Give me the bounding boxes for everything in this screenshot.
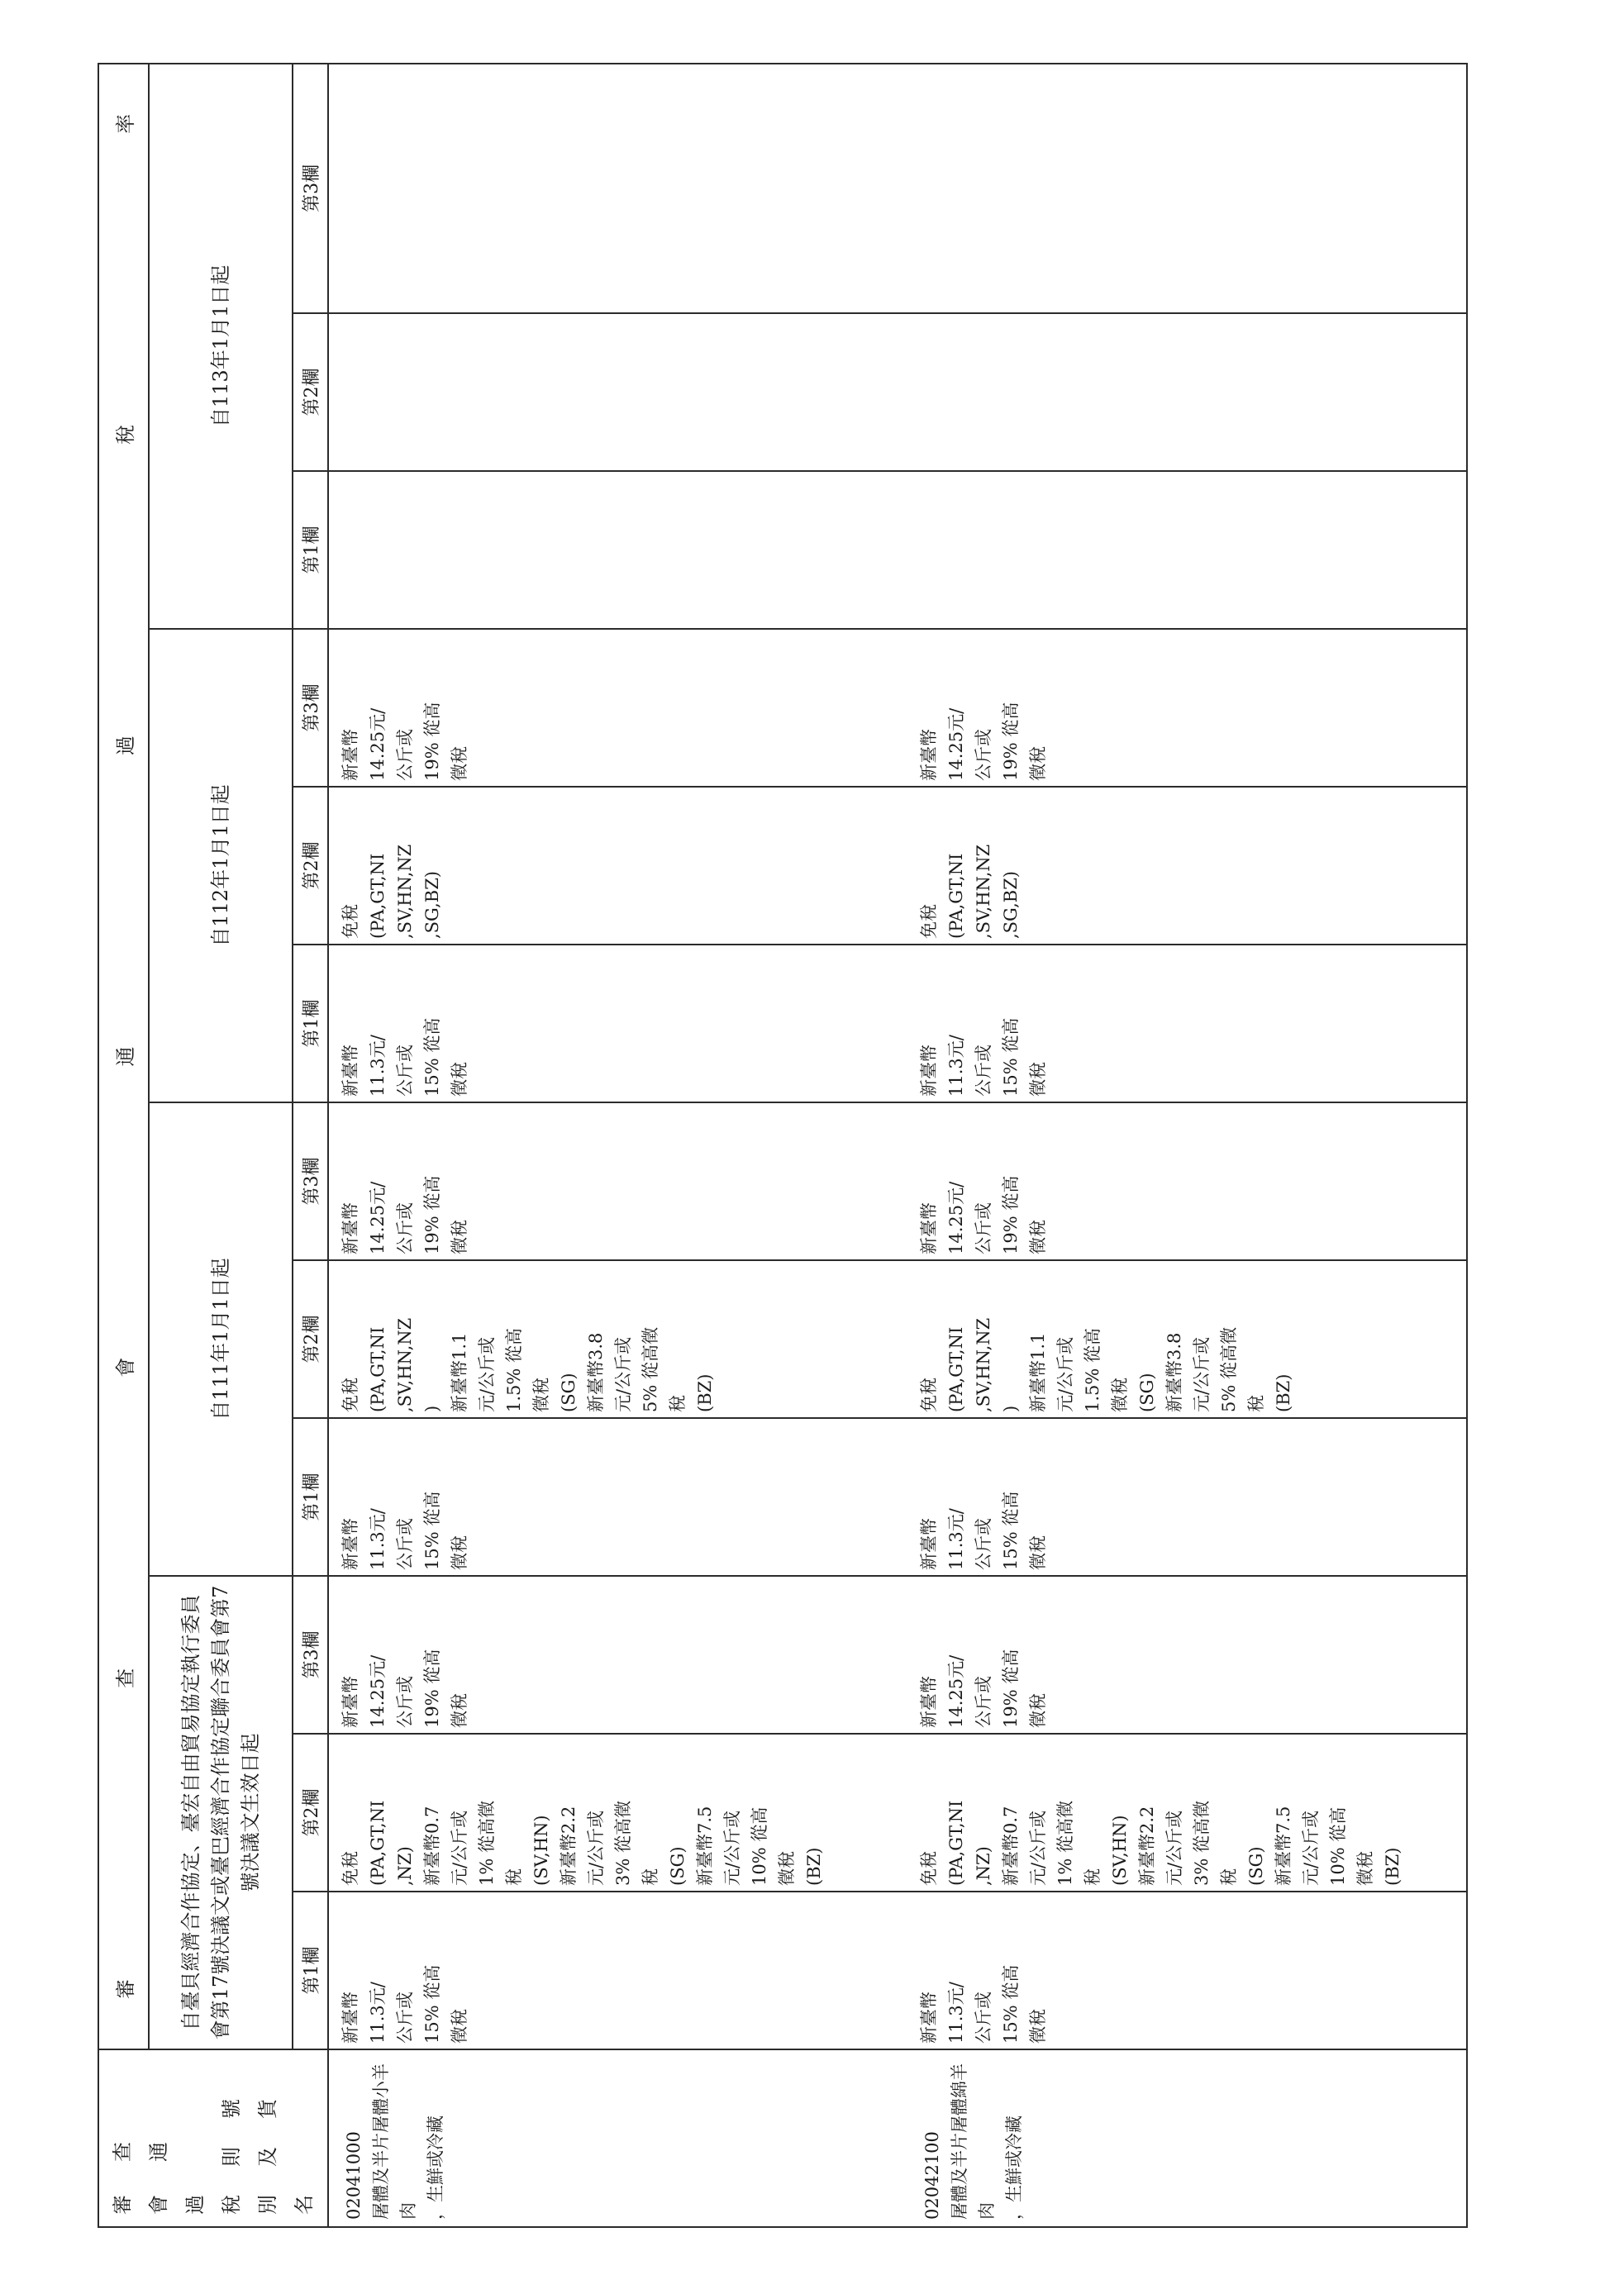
rate-line: ,SV,HN,NZ <box>395 844 415 939</box>
super-header-char: 稅 <box>113 425 137 445</box>
rate-line: 19% 從高 <box>1001 1649 1021 1728</box>
period-header-111: 自111年1月1日起 <box>149 1102 293 1576</box>
goods-entry <box>337 2057 450 2220</box>
rate-line: (SG) <box>668 1846 688 1886</box>
rate-line: (PA,GT,NI <box>368 1326 388 1412</box>
rate-line: 10% 從高 <box>1328 1806 1348 1886</box>
rate-line: 15% 從高 <box>1001 1491 1021 1570</box>
rate-line: ,NZ) <box>974 1846 993 1886</box>
rate-line: 19% 從高 <box>422 1175 442 1254</box>
rate-line: 新臺幣 <box>341 1992 360 2044</box>
rate-line: 19% 從高 <box>422 702 442 781</box>
rate-text <box>916 702 1052 781</box>
rate-text <box>337 1801 828 1886</box>
rate-line: (BZ) <box>695 1373 715 1412</box>
rate-text <box>337 1318 719 1412</box>
rate-line: 公斤或 <box>395 1518 415 1570</box>
rate-line: 公斤或 <box>395 1202 415 1254</box>
rate-line: 新臺幣 <box>341 729 360 781</box>
rate-line: 新臺幣1.1 <box>1028 1332 1048 1412</box>
rate-line: ,SV,HN,NZ <box>974 1317 993 1412</box>
rate-line: 15% 從高 <box>422 1964 442 2044</box>
rate-line: 15% 從高 <box>422 1491 442 1570</box>
rate-line: 公斤或 <box>974 729 993 781</box>
rate-line: 15% 從高 <box>422 1017 442 1097</box>
col1-header: 第1欄 <box>293 471 328 629</box>
rate-cell-p4-col2 <box>328 313 1467 471</box>
rate-cell-p1-col3 <box>328 1576 1467 1734</box>
rate-line: 10% 從高 <box>750 1806 769 1886</box>
rate-line: 新臺幣 <box>341 1202 360 1254</box>
rate-line: 新臺幣2.2 <box>559 1806 579 1886</box>
col2-header: 第2欄 <box>293 1734 328 1892</box>
rate-text <box>337 1492 474 1570</box>
rate-cell-p3-col2 <box>328 787 1467 945</box>
rate-line: 新臺幣 <box>341 1045 360 1097</box>
rate-line: 公斤或 <box>395 729 415 781</box>
rate-line: (SG) <box>1246 1846 1266 1886</box>
col2-header: 第2欄 <box>293 787 328 945</box>
rate-line: 元/公斤或 <box>722 1810 742 1886</box>
rate-cell-p3-col3 <box>328 629 1467 787</box>
rate-line: 公斤或 <box>395 1045 415 1097</box>
rate-line: 徵稅 <box>450 746 469 781</box>
rate-line: ,SV,HN,NZ <box>395 1317 415 1412</box>
tariff-code: 02041000 <box>344 2131 364 2220</box>
rate-line: 徵稅 <box>777 1851 797 1886</box>
rate-line: 14.25元/ <box>368 707 388 781</box>
rate-line: 公斤或 <box>974 1518 993 1570</box>
rate-line: 新臺幣7.5 <box>695 1806 715 1886</box>
rate-line: 免稅 <box>341 1378 360 1412</box>
rate-line: 稅 <box>668 1395 688 1412</box>
rate-line: 徵稅 <box>1028 746 1048 781</box>
rate-cell-p1-col2 <box>328 1734 1467 1892</box>
rate-line: 元/公斤或 <box>586 1810 606 1886</box>
rate-line: 新臺幣1.1 <box>450 1332 469 1412</box>
rate-line: 免稅 <box>919 1378 939 1412</box>
rate-line: 3% 從高徵 <box>1192 1801 1212 1886</box>
rate-text <box>916 1801 1407 1886</box>
rate-line: ) <box>422 1405 442 1412</box>
rate-line: 免稅 <box>919 904 939 939</box>
rate-line: 元/公斤或 <box>613 1336 633 1412</box>
rate-line: 新臺幣0.7 <box>1001 1806 1021 1886</box>
rate-line: 14.25元/ <box>368 1181 388 1254</box>
goods-description: 屠體及半片屠體綿羊肉 <box>950 2063 997 2220</box>
rate-text <box>337 702 474 781</box>
rate-line: 稅 <box>1246 1395 1266 1412</box>
rate-line: 新臺幣 <box>919 1992 939 2044</box>
period-header-113: 自113年1月1日起 <box>149 64 293 629</box>
rate-line: 元/公斤或 <box>1055 1336 1075 1412</box>
rate-text <box>916 1018 1052 1097</box>
rate-line: (SV,HN) <box>531 1815 551 1886</box>
rate-line: 新臺幣2.2 <box>1137 1806 1157 1886</box>
rate-line: (PA,GT,NI <box>946 1326 966 1412</box>
rate-line: 新臺幣 <box>341 1518 360 1570</box>
tariff-table <box>98 63 1468 2228</box>
goods-description: ，生鮮或冷藏 <box>1004 2116 1024 2220</box>
rate-line: 公斤或 <box>974 1202 993 1254</box>
rate-line: 新臺幣3.8 <box>1164 1332 1184 1412</box>
rate-text <box>337 1018 474 1097</box>
col3-header: 第3欄 <box>293 1576 328 1734</box>
rate-line: 11.3元/ <box>368 1508 388 1570</box>
rate-line: 1% 從高徵 <box>1055 1801 1075 1886</box>
rate-line: (BZ) <box>1383 1847 1403 1886</box>
goods-entry <box>916 2057 1028 2220</box>
goods-description: 屠體及半片屠體小羊肉 <box>371 2063 418 2220</box>
rate-line: 14.25元/ <box>946 707 966 781</box>
rate-line: 新臺幣 <box>919 1202 939 1254</box>
rate-line: (SG) <box>1137 1373 1157 1412</box>
rate-cell-p2-col2 <box>328 1260 1467 1418</box>
rate-line: 新臺幣 <box>919 1676 939 1728</box>
rate-line: 11.3元/ <box>368 1982 388 2044</box>
rate-line: 15% 從高 <box>1001 1017 1021 1097</box>
period-header-112: 自112年1月1日起 <box>149 629 293 1102</box>
rate-line: 1.5% 從高 <box>1083 1327 1103 1412</box>
goods-name-header-line1: 審查會通過 <box>111 2109 207 2215</box>
rate-line: 徵稅 <box>1028 1062 1048 1097</box>
rate-line: 稅 <box>641 1868 660 1886</box>
rate-text <box>916 1176 1052 1254</box>
col2-header: 第2欄 <box>293 1260 328 1418</box>
rate-line: 徵稅 <box>450 1062 469 1097</box>
rate-line: 徵稅 <box>1028 1535 1048 1570</box>
rate-text <box>916 1965 1052 2044</box>
rate-line: 19% 從高 <box>422 1649 442 1728</box>
rate-line: 徵稅 <box>1028 2009 1048 2044</box>
col1-header: 第1欄 <box>293 945 328 1102</box>
rate-line: 新臺幣0.7 <box>422 1806 442 1886</box>
rate-text <box>916 1318 1298 1412</box>
rate-line: 3% 從高徵 <box>613 1801 633 1886</box>
rate-line: 元/公斤或 <box>1301 1810 1321 1886</box>
period-header-fta: 自臺貝經濟合作協定、臺宏自由貿易協定執行委員會第17號決議文或臺巴經濟合作協定聯合委員會第7號決議文生效日起 <box>149 1576 293 2049</box>
rate-line: 稅 <box>504 1868 524 1886</box>
rate-cell-p2-col1 <box>328 1418 1467 1576</box>
rate-line: 元/公斤或 <box>1164 1810 1184 1886</box>
rate-line: 新臺幣3.8 <box>586 1332 606 1412</box>
rate-line: 公斤或 <box>974 1676 993 1728</box>
rate-line: 稅 <box>1083 1868 1103 1886</box>
super-header-char: 審 <box>113 1979 137 1999</box>
rate-cell-p1-col1 <box>328 1892 1467 2049</box>
rate-line: 新臺幣 <box>919 1518 939 1570</box>
col1-header: 第1欄 <box>293 1418 328 1576</box>
rate-line: 5% 從高徵 <box>641 1327 660 1412</box>
rate-line: (SG) <box>559 1373 579 1412</box>
rate-line: 11.3元/ <box>368 1035 388 1097</box>
rate-line: ,NZ) <box>395 1846 415 1886</box>
rate-line: 公斤或 <box>974 1992 993 2044</box>
rate-line: (PA,GT,NI <box>946 853 966 939</box>
rate-line: (PA,GT,NI <box>946 1800 966 1886</box>
rate-line: 1.5% 從高 <box>504 1327 524 1412</box>
rate-line: 徵稅 <box>450 1535 469 1570</box>
rate-text <box>916 1649 1052 1728</box>
rate-line: 元/公斤或 <box>1028 1810 1048 1886</box>
super-header-char: 查 <box>113 1668 137 1688</box>
rate-line: 免稅 <box>341 1851 360 1886</box>
rate-cell-p2-col3 <box>328 1102 1467 1260</box>
rate-line: 5% 從高徵 <box>1219 1327 1239 1412</box>
rate-line: ,SV,HN,NZ <box>974 844 993 939</box>
rate-line: 19% 從高 <box>1001 702 1021 781</box>
rate-line: 免稅 <box>919 1851 939 1886</box>
rate-cell-p4-col1 <box>328 471 1467 629</box>
col2-header: 第2欄 <box>293 313 328 471</box>
rate-line: ,SG,BZ) <box>422 871 442 939</box>
goods-name-header-line2: 稅則號別及貨名 <box>220 2071 316 2215</box>
rate-line: 15% 從高 <box>1001 1964 1021 2044</box>
rate-line: 公斤或 <box>974 1045 993 1097</box>
rate-line: 14.25元/ <box>946 1181 966 1254</box>
goods-name-header <box>98 2049 328 2227</box>
rate-line: 新臺幣7.5 <box>1274 1806 1293 1886</box>
rate-text <box>337 1176 474 1254</box>
super-header-char: 通 <box>113 1046 137 1067</box>
table-row <box>328 64 1467 2227</box>
rate-line: 徵稅 <box>1028 1693 1048 1728</box>
rate-line: 徵稅 <box>1355 1851 1375 1886</box>
rate-cell-p4-col3 <box>328 64 1467 313</box>
rate-line: (SV,HN) <box>1110 1815 1130 1886</box>
col3-header: 第3欄 <box>293 629 328 787</box>
rate-line: (BZ) <box>1274 1373 1293 1412</box>
rate-line: 徵稅 <box>450 2009 469 2044</box>
rate-text <box>337 1649 474 1728</box>
rate-line: 元/公斤或 <box>477 1336 497 1412</box>
rate-line: 徵稅 <box>1028 1220 1048 1254</box>
rate-text <box>337 845 446 939</box>
rate-line: 徵稅 <box>450 1693 469 1728</box>
rate-line: 公斤或 <box>395 1992 415 2044</box>
rate-line: 元/公斤或 <box>1192 1336 1212 1412</box>
rate-line: 14.25元/ <box>368 1654 388 1728</box>
col3-header: 第3欄 <box>293 64 328 313</box>
rate-line: 新臺幣 <box>341 1676 360 1728</box>
rate-line: ,SG,BZ) <box>1001 871 1021 939</box>
super-header-char: 率 <box>113 113 137 134</box>
rate-line: 11.3元/ <box>946 1982 966 2044</box>
rate-text <box>916 845 1025 939</box>
rate-line: 11.3元/ <box>946 1508 966 1570</box>
rate-line: 徵稅 <box>450 1220 469 1254</box>
goods-name-cell <box>328 2049 1467 2227</box>
super-header-char: 過 <box>113 735 137 756</box>
rate-line: (PA,GT,NI <box>368 853 388 939</box>
rate-text <box>337 1965 474 2044</box>
rate-text <box>916 1492 1052 1570</box>
rate-line: 14.25元/ <box>946 1654 966 1728</box>
rate-super-header <box>98 64 149 2049</box>
rate-line: (BZ) <box>804 1847 824 1886</box>
col3-header: 第3欄 <box>293 1102 328 1260</box>
rate-line: 1% 從高徵 <box>477 1801 497 1886</box>
rate-line: 公斤或 <box>395 1676 415 1728</box>
rate-cell-p3-col1 <box>328 945 1467 1102</box>
col1-header: 第1欄 <box>293 1892 328 2049</box>
rate-line: 元/公斤或 <box>450 1810 469 1886</box>
rate-line: 11.3元/ <box>946 1035 966 1097</box>
rate-line: 19% 從高 <box>1001 1175 1021 1254</box>
rate-line: 徵稅 <box>1110 1378 1130 1412</box>
rate-line: 新臺幣 <box>919 1045 939 1097</box>
rate-line: ) <box>1001 1405 1021 1412</box>
rate-line: 徵稅 <box>531 1378 551 1412</box>
rate-line: 新臺幣 <box>919 729 939 781</box>
rate-line: (PA,GT,NI <box>368 1800 388 1886</box>
goods-description: ，生鮮或冷藏 <box>426 2116 445 2220</box>
rate-line: 免稅 <box>341 904 360 939</box>
rate-line: 稅 <box>1219 1868 1239 1886</box>
tariff-code: 02042100 <box>922 2131 942 2220</box>
super-header-char: 會 <box>113 1357 137 1378</box>
